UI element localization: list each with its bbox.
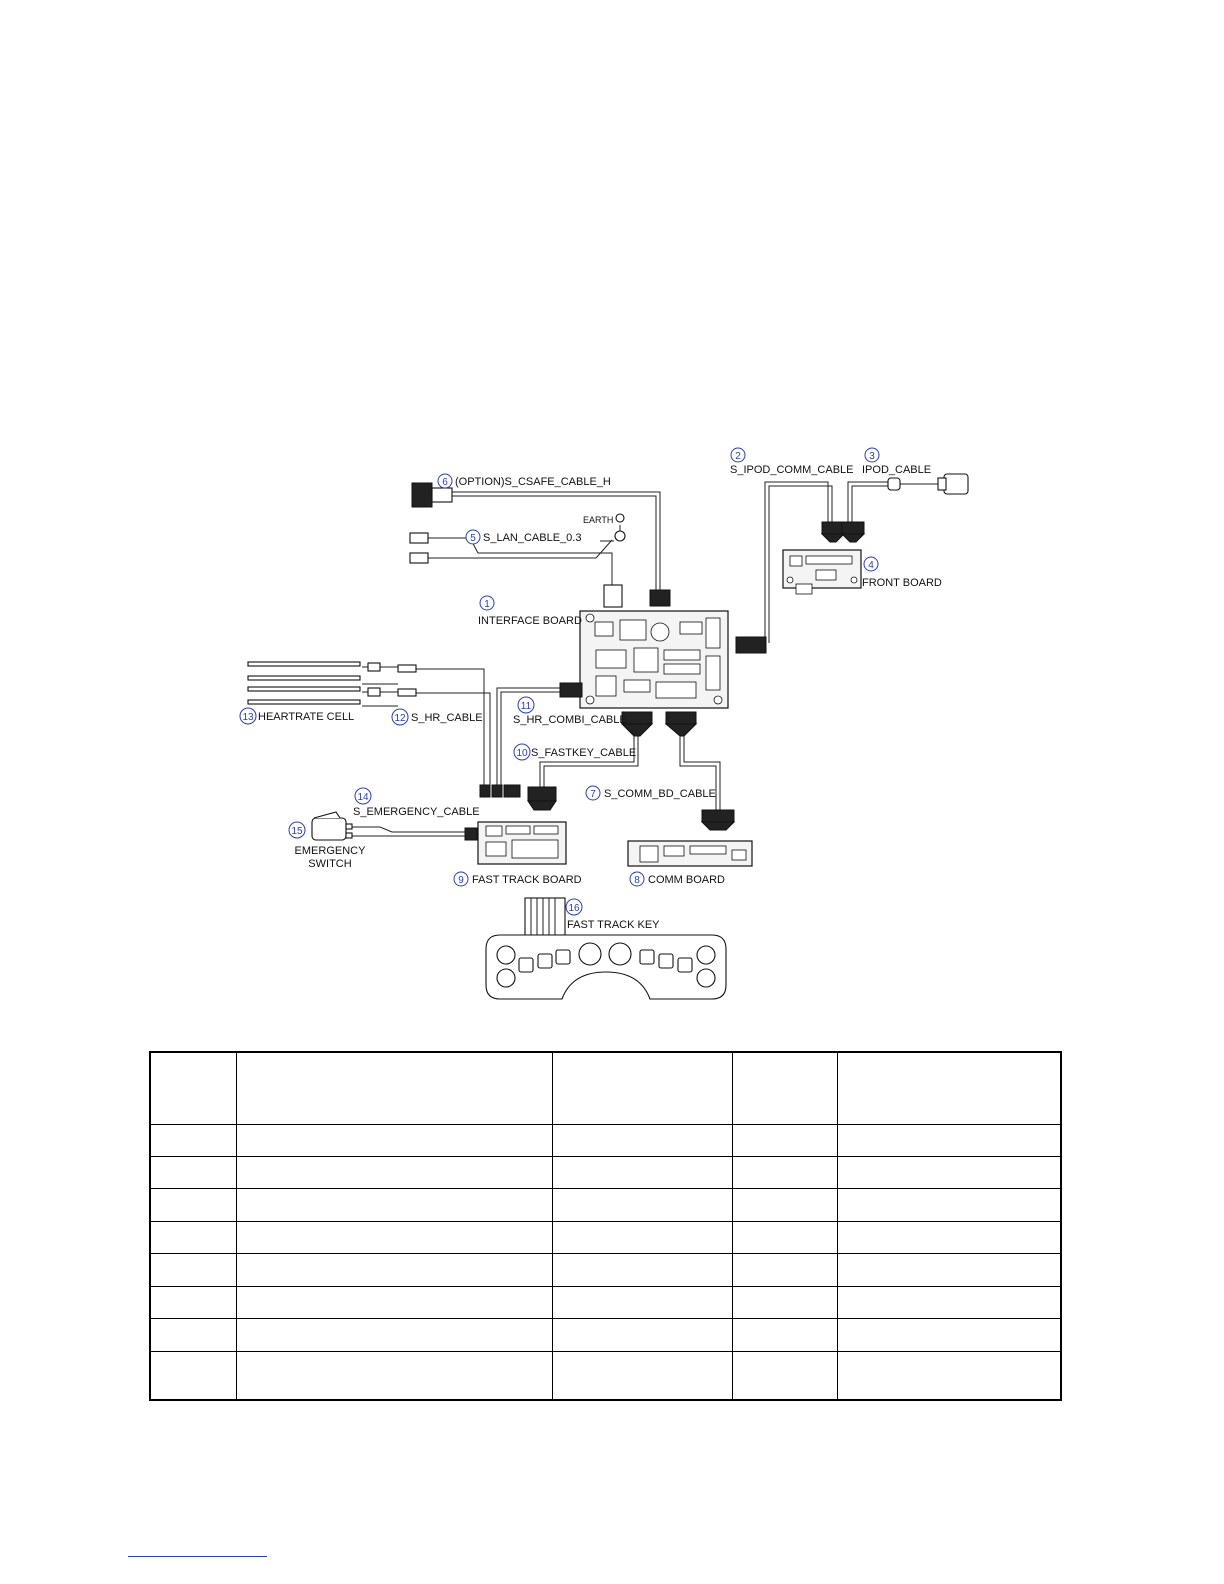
svg-text:3: 3 xyxy=(869,451,875,462)
svg-text:14: 14 xyxy=(357,792,369,803)
table-cell xyxy=(150,1221,236,1253)
part-marker-1 xyxy=(480,596,494,610)
table-cell xyxy=(150,1319,236,1351)
table-cell xyxy=(150,1286,236,1318)
label-emergency-switch-line1: EMERGENCY xyxy=(294,845,366,857)
label-fastkey-cable: S_FASTKEY_CABLE xyxy=(531,747,637,759)
table-cell xyxy=(236,1052,552,1124)
table-cell xyxy=(837,1351,1061,1400)
label-heartrate-cell: HEARTRATE CELL xyxy=(258,711,355,723)
footer-link-underline xyxy=(128,1556,267,1557)
table-cell xyxy=(236,1221,552,1253)
table-cell xyxy=(236,1351,552,1400)
table-cell xyxy=(837,1254,1061,1286)
label-lan-cable: S_LAN_CABLE_0.3 xyxy=(483,532,582,544)
table-cell xyxy=(837,1319,1061,1351)
table-row xyxy=(150,1124,1061,1156)
table-cell xyxy=(236,1124,552,1156)
front-board xyxy=(783,522,864,594)
label-front-board: FRONT BOARD xyxy=(862,577,942,589)
table-cell xyxy=(732,1351,837,1400)
table-row xyxy=(150,1221,1061,1253)
part-marker-4 xyxy=(864,557,878,571)
table-cell xyxy=(732,1221,837,1253)
label-hr-combi-cable: S_HR_COMBI_CABLE xyxy=(513,714,627,726)
svg-text:16: 16 xyxy=(568,903,580,914)
svg-text:4: 4 xyxy=(868,560,874,571)
interface-board xyxy=(580,611,728,708)
svg-text:10: 10 xyxy=(516,748,528,759)
table-cell xyxy=(837,1189,1061,1221)
svg-text:8: 8 xyxy=(634,875,640,886)
part-marker-3 xyxy=(865,448,879,462)
label-emergency-cable: S_EMERGENCY_CABLE xyxy=(353,806,480,818)
svg-text:5: 5 xyxy=(470,533,476,544)
table-row xyxy=(150,1286,1061,1318)
label-ipod-cable: IPOD_CABLE xyxy=(862,464,932,476)
part-marker-15 xyxy=(289,822,305,838)
part-marker-6 xyxy=(438,474,452,488)
part-marker-11 xyxy=(518,697,534,713)
table-cell xyxy=(732,1189,837,1221)
table-cell xyxy=(150,1254,236,1286)
table-row xyxy=(150,1156,1061,1188)
table-row xyxy=(150,1351,1061,1400)
table-cell xyxy=(150,1052,236,1124)
label-hr-cable: S_HR_CABLE xyxy=(411,712,483,724)
table-cell xyxy=(837,1156,1061,1188)
heartrate-cell-bars xyxy=(248,662,360,704)
table-cell xyxy=(552,1351,732,1400)
part-marker-13 xyxy=(240,708,256,724)
table-cell xyxy=(552,1052,732,1124)
part-marker-2 xyxy=(731,448,745,462)
part-marker-10 xyxy=(514,744,530,760)
table-cell xyxy=(236,1254,552,1286)
part-marker-5 xyxy=(466,530,480,544)
csafe-connector xyxy=(412,483,670,606)
hr-cable-connectors xyxy=(368,663,416,696)
label-interface-board: INTERFACE BOARD xyxy=(478,615,582,627)
label-fast-track-board: FAST TRACK BOARD xyxy=(472,874,582,886)
table-cell xyxy=(552,1221,732,1253)
table-cell xyxy=(236,1319,552,1351)
part-marker-9 xyxy=(454,872,468,886)
table-header-row xyxy=(150,1052,1061,1124)
table-cell xyxy=(732,1052,837,1124)
svg-text:7: 7 xyxy=(590,789,596,800)
table-cell xyxy=(837,1124,1061,1156)
label-comm-bd-cable: S_COMM_BD_CABLE xyxy=(604,788,716,800)
table-cell xyxy=(552,1189,732,1221)
table-row xyxy=(150,1319,1061,1351)
table-cell xyxy=(552,1319,732,1351)
table-cell xyxy=(236,1156,552,1188)
fast-track-board xyxy=(465,785,566,864)
svg-text:6: 6 xyxy=(442,477,448,488)
comm-board xyxy=(628,810,752,866)
lan-connector xyxy=(410,514,625,607)
parts-table xyxy=(149,1051,1062,1401)
table-cell xyxy=(236,1189,552,1221)
table-cell xyxy=(732,1254,837,1286)
table-cell xyxy=(732,1286,837,1318)
table-cell xyxy=(837,1286,1061,1318)
emergency-switch xyxy=(312,812,352,840)
part-marker-16 xyxy=(566,899,582,915)
label-emergency-switch-line2: SWITCH xyxy=(308,858,352,870)
label-ipod-comm-cable: S_IPOD_COMM_CABLE xyxy=(730,464,854,476)
svg-text:11: 11 xyxy=(520,701,532,712)
part-marker-12 xyxy=(392,709,408,725)
fast-track-key-panel xyxy=(486,898,726,999)
svg-text:9: 9 xyxy=(458,875,464,886)
table-cell xyxy=(236,1286,552,1318)
table-cell xyxy=(150,1351,236,1400)
table-row xyxy=(150,1189,1061,1221)
label-comm-board: COMM BOARD xyxy=(648,874,725,886)
table-cell xyxy=(552,1254,732,1286)
table-cell xyxy=(732,1319,837,1351)
part-marker-8 xyxy=(630,872,644,886)
table-cell xyxy=(837,1221,1061,1253)
part-marker-14 xyxy=(355,788,371,804)
table-cell xyxy=(732,1124,837,1156)
svg-text:2: 2 xyxy=(735,451,741,462)
svg-text:15: 15 xyxy=(291,826,303,837)
label-fast-track-key: FAST TRACK KEY xyxy=(567,919,660,931)
table-cell xyxy=(150,1189,236,1221)
table-cell xyxy=(552,1286,732,1318)
table-cell xyxy=(552,1156,732,1188)
svg-text:1: 1 xyxy=(484,599,490,610)
part-marker-7 xyxy=(586,786,600,800)
label-csafe-cable: (OPTION)S_CSAFE_CABLE_H xyxy=(455,476,611,488)
table-row xyxy=(150,1254,1061,1286)
table-cell xyxy=(837,1052,1061,1124)
table-cell xyxy=(732,1156,837,1188)
svg-text:13: 13 xyxy=(242,712,254,723)
table-cell xyxy=(150,1124,236,1156)
label-earth: EARTH xyxy=(583,515,614,525)
table-cell xyxy=(552,1124,732,1156)
table-cell xyxy=(150,1156,236,1188)
svg-text:12: 12 xyxy=(394,713,406,724)
